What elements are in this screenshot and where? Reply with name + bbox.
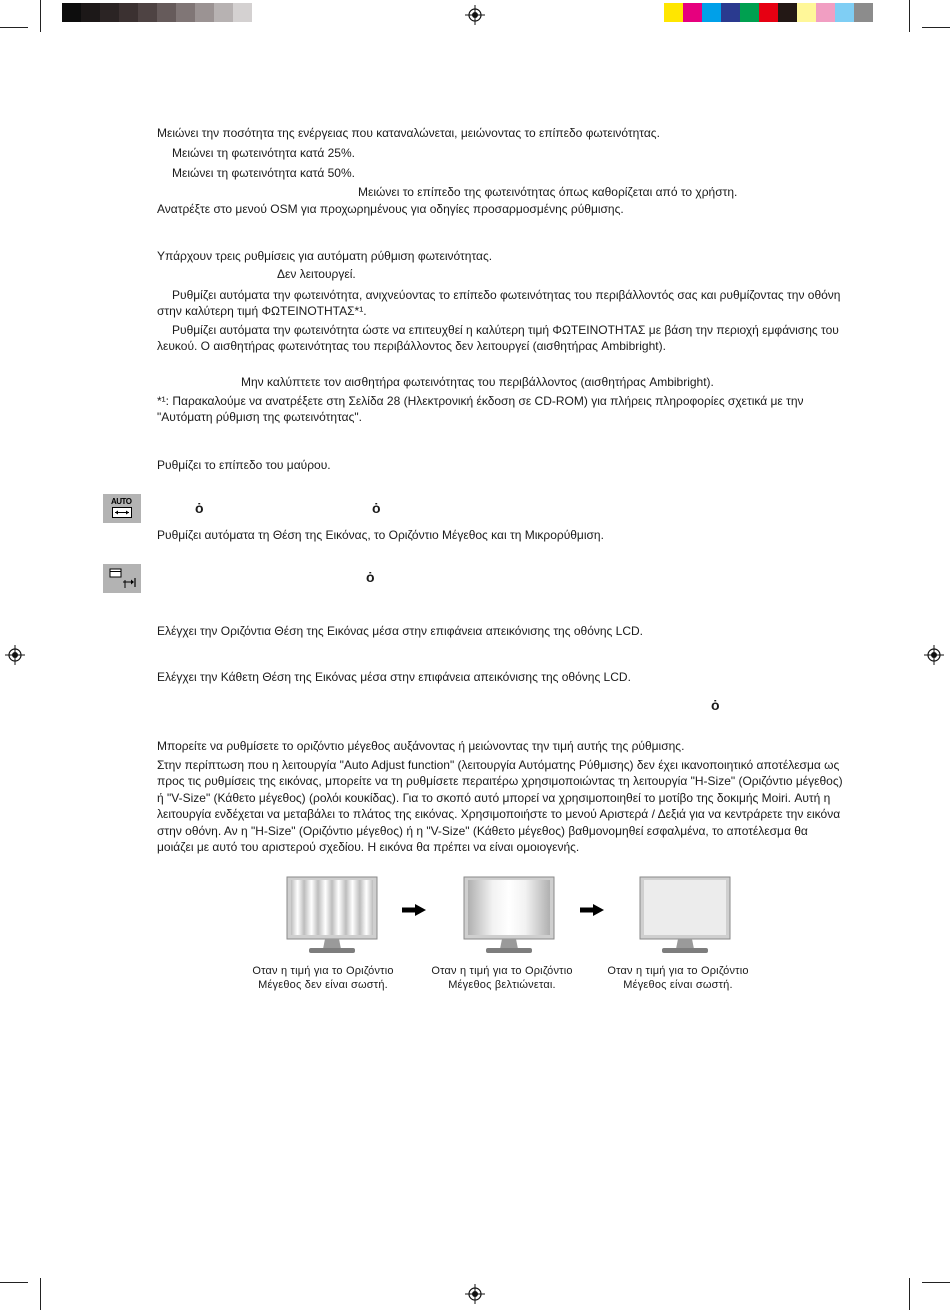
auto-brightness-white-text: Ρυθμίζει αυτόματα την φωτεινότητα ώστε να επιτευχθεί η καλύτερη τιμή ΦΩΤΕΙΝΟΤΗΤΑΣ με βάση την περιοχή εμφάνισης του λευκού. Ο αισθητήρας φωτεινότητας του περιβάλλοντος δεν λειτουργεί (αισθητήρας Ambibright). bbox=[157, 323, 839, 354]
monitor-improving-image bbox=[462, 876, 558, 962]
registration-mark-right-icon bbox=[924, 645, 944, 665]
auto-label: AUTO bbox=[111, 497, 132, 506]
color-swatch bbox=[835, 3, 854, 22]
eco-option-user-text: Μειώνει το επίπεδο της φωτεινότητας όπως καθορίζεται από το χρήστη. bbox=[358, 185, 738, 199]
color-swatch bbox=[176, 3, 195, 22]
color-swatch bbox=[816, 3, 835, 22]
h-size-symbol: ȯ bbox=[711, 697, 720, 713]
crop-mark bbox=[0, 27, 28, 28]
monitor-incorrect-image bbox=[285, 876, 381, 962]
arrow-right-icon bbox=[402, 904, 426, 916]
color-swatch bbox=[119, 3, 138, 22]
crop-mark bbox=[922, 1282, 950, 1283]
registration-mark-left-icon bbox=[5, 645, 25, 665]
color-swatch bbox=[797, 3, 816, 22]
color-swatch bbox=[81, 3, 100, 22]
eco-option-50-text: Μειώνει τη φωτεινότητα κατά 50%. bbox=[172, 166, 355, 180]
eco-intro-text: Μειώνει την ποσότητα της ενέργειας που καταναλώνεται, μειώνοντας το επίπεδο φωτεινότητας. bbox=[157, 126, 660, 140]
crop-mark bbox=[0, 1282, 28, 1283]
color-swatch bbox=[740, 3, 759, 22]
registration-mark-top-icon bbox=[465, 5, 485, 25]
auto-adjust-symbol-2: ȯ bbox=[372, 500, 381, 516]
crop-mark bbox=[40, 1278, 41, 1310]
color-swatch bbox=[100, 3, 119, 22]
gray-color-bar bbox=[62, 3, 271, 22]
crop-mark bbox=[909, 0, 910, 32]
color-swatch bbox=[854, 3, 873, 22]
arrow-right-icon bbox=[580, 904, 604, 916]
horizontal-arrows-icon bbox=[112, 507, 132, 518]
color-swatch bbox=[759, 3, 778, 22]
eco-osm-note-text: Ανατρέξτε στο μενού OSM για προχωρημένους για οδηγίες προσαρμοσμένης ρύθμισης. bbox=[157, 202, 624, 216]
crop-mark bbox=[909, 1278, 910, 1310]
auto-adjust-symbol-1: ȯ bbox=[195, 500, 204, 516]
color-swatch bbox=[214, 3, 233, 22]
image-position-icon bbox=[103, 564, 141, 593]
color-swatch bbox=[157, 3, 176, 22]
crop-mark bbox=[922, 27, 950, 28]
monitor-correct-image bbox=[638, 876, 734, 962]
color-swatch bbox=[62, 3, 81, 22]
color-swatch bbox=[195, 3, 214, 22]
crop-mark bbox=[40, 0, 41, 32]
image-controls-symbol: ȯ bbox=[366, 569, 375, 585]
figure-caption-correct: Οταν η τιμή για το Οριζόντιο Μέγεθος είναι σωστή. bbox=[607, 965, 749, 991]
color-swatch bbox=[138, 3, 157, 22]
auto-brightness-footnote-text: *¹: Παρακαλούμε να ανατρέξετε στη Σελίδα 28 (Ηλεκτρονική έκδοση σε CD-ROM) για πλήρεις πληροφορίες σχετικά με την "Αυτόματη ρύθμιση της φωτεινότητας". bbox=[157, 394, 804, 425]
registration-mark-bottom-icon bbox=[465, 1284, 485, 1304]
color-swatch bbox=[683, 3, 702, 22]
auto-adjust-icon bbox=[103, 494, 141, 523]
process-color-bar bbox=[664, 3, 873, 22]
eco-option-25-text: Μειώνει τη φωτεινότητα κατά 25%. bbox=[172, 146, 355, 160]
image-adjust-glyph-icon bbox=[109, 568, 137, 590]
color-swatch bbox=[778, 3, 797, 22]
color-swatch bbox=[721, 3, 740, 22]
color-swatch bbox=[233, 3, 252, 22]
black-level-text: Ρυθμίζει το επίπεδο του μαύρου. bbox=[157, 458, 331, 472]
auto-brightness-off-text: Δεν λειτουργεί. bbox=[277, 267, 356, 281]
figure-caption-improving: Οταν η τιμή για το Οριζόντιο Μέγεθος βελτιώνεται. bbox=[431, 965, 573, 991]
color-swatch bbox=[252, 3, 271, 22]
color-swatch bbox=[702, 3, 721, 22]
auto-brightness-note-text: Μην καλύπτετε τον αισθητήρα φωτεινότητας του περιβάλλοντος (αισθητήρας Ambibright). bbox=[241, 375, 714, 389]
figure-caption-incorrect: Οταν η τιμή για το Οριζόντιο Μέγεθος δεν είναι σωστή. bbox=[252, 965, 394, 991]
auto-adjust-text: Ρυθμίζει αυτόματα τη Θέση της Εικόνας, το Οριζόντιο Μέγεθος και τη Μικρορύθμιση. bbox=[157, 528, 604, 542]
auto-brightness-ambient-text: Ρυθμίζει αυτόματα την φωτεινότητα, ανιχνεύοντας το επίπεδο φωτεινότητας του περιβάλλοντός σας και ρυθμίζοντας την οθόνη στην καλύτερη τιμή ΦΩΤΕΙΝΟΤΗΤΑΣ*¹. bbox=[157, 288, 841, 319]
auto-brightness-intro-text: Υπάρχουν τρεις ρυθμίσεις για αυτόματη ρύθμιση φωτεινότητας. bbox=[157, 249, 493, 263]
h-size-text: Μπορείτε να ρυθμίσετε το οριζόντιο μέγεθος αυξάνοντας ή μειώνοντας την τιμή αυτής της ρύθμισης. bbox=[157, 739, 685, 753]
v-position-text: Ελέγχει την Κάθετη Θέση της Εικόνας μέσα στην επιφάνεια απεικόνισης της οθόνης LCD. bbox=[157, 670, 631, 684]
color-swatch bbox=[664, 3, 683, 22]
h-position-text: Ελέγχει την Οριζόντια Θέση της Εικόνας μέσα στην επιφάνεια απεικόνισης της οθόνης LCD. bbox=[157, 624, 643, 638]
h-size-detail-text: Στην περίπτωση που η λειτουργία "Auto Adjust function" (λειτουργία Αυτόματης Ρύθμισης) δεν έχει ικανοποιητικό αποτέλεσμα ως προς τις ρυθμίσεις της εικόνας, μπορείτε να τη ρυθμίσετε περαιτέρω χρησιμοποιώντας τη λειτουργία "H-Size" (Οριζόντιο μέγεθος) ή "V-Size" (Κάθετο μέγεθος) (ρολόι κουκίδας). Για το σκοπό αυτό μπορεί να χρησιμοποιηθεί το μοτίβο της δοκιμής Moiri. Αυτή η λειτουργία ενδέχεται να μεταβάλει το πλάτος της εικόνας. Χρησιμοποιήστε το μενού Αριστερά / Δεξιά για να κεντράρετε την εικόνα στην οθόνη. Αν η "H-Size" (Οριζόντιο μέγεθος) ή η "V-Size" (Κάθετο μέγεθος) βαθμονομηθεί εσφαλμένα, το αποτέλεσμα θα μοιάζει με αυτό του αριστερού σχεδίου. Η εικόνα θα πρέπει να είναι ομοιογενής. bbox=[157, 758, 843, 855]
